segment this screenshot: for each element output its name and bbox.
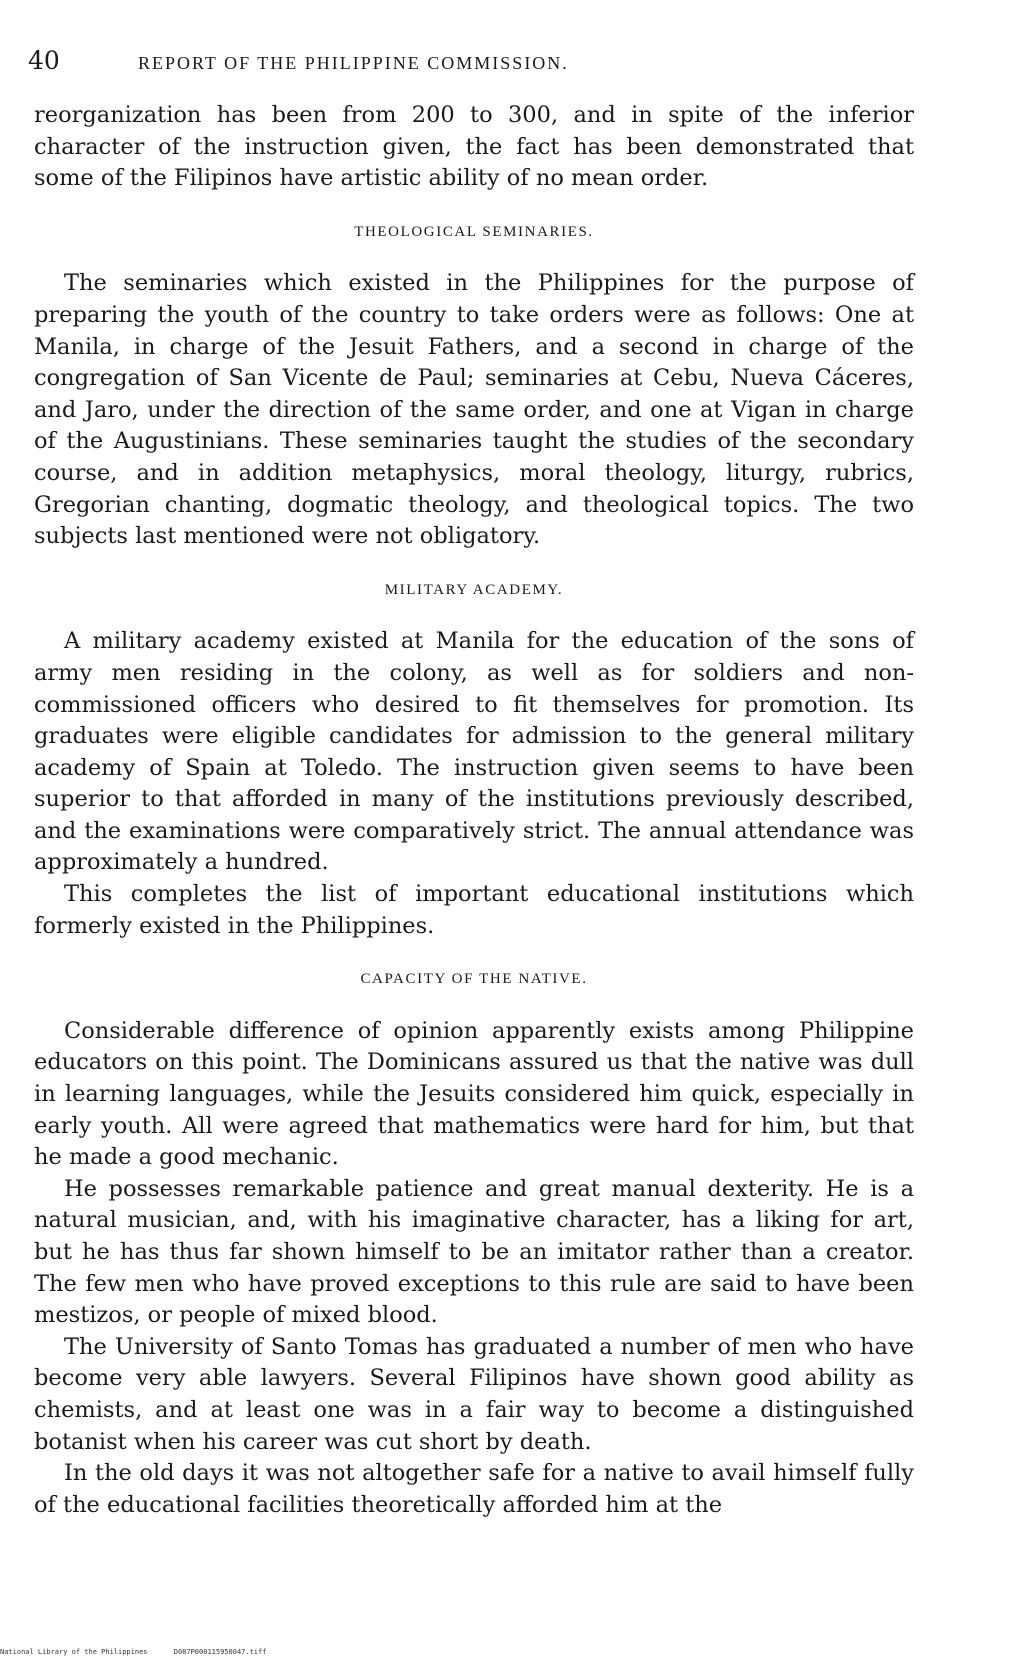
page-header <box>28 46 928 75</box>
paragraph: A military academy existed at Manila for the education of the sons of army men residing in the colony, as well as for soldiers and non-commissioned officers who desired to fit themselves for promotion. Its graduates were eligible candidates for admission to the general military academy of Spain at Toledo. The instruction given seems to have been superior to that afforded in many of the institutions previously described, and the examinations were comparatively strict. The annual attendance was approximately a hundred. <box>34 628 914 876</box>
paragraph: In the old days it was not altogether safe for a native to avail himself fully of the educational facilities theoretically afforded him at the <box>34 1460 914 1518</box>
paragraph: reorganization has been from 200 to 300, and in spite of the inferior character of the instruction given, the fact has been demonstrated that some of the Filipinos have artistic ability of no mean order. <box>34 102 914 192</box>
paragraph: Considerable difference of opinion apparently exists among Philippine educators on this point. The Dominicans assured us that the native was dull in learning languages, while the Jesuits considered him quick, especially in early youth. All were agreed that mathematics were hard for him, but that he made a good mechanic. <box>34 1017 914 1171</box>
paragraph: The University of Santo Tomas has graduated a number of men who have become very able lawyers. Several Filipinos have shown good ability as chemists, and at least one was in a fair way to become a distinguished botanist when his career was cut short by death. <box>34 1333 914 1455</box>
running-title: REPORT OF THE PHILIPPINE COMMISSION. <box>138 53 569 73</box>
library-credit: National Library of the Philippines <box>0 1648 148 1656</box>
paragraph: He possesses remarkable patience and great manual dexterity. He is a natural musician, and, with his imaginative character, has a liking for art, but he has thus far shown himself to be an imitator rather than a creator. The few men who have proved exceptions to this rule are said to have been mestizos, or people of mixed blood. <box>34 1175 914 1329</box>
file-id: D087P000115950047.tiff <box>173 1648 267 1656</box>
scan-footer <box>0 1648 288 1656</box>
body-text <box>34 100 914 1521</box>
section-heading: MILITARY ACADEMY. <box>384 581 564 598</box>
section-heading: CAPACITY OF THE NATIVE. <box>360 971 588 988</box>
page-number: 40 <box>28 46 60 75</box>
paragraph: This completes the list of important educational institutions which formerly existed in the Philippines. <box>34 881 914 939</box>
section-heading: THEOLOGICAL SEMINARIES. <box>354 223 594 240</box>
paragraph: The seminaries which existed in the Philippines for the purpose of preparing the youth of the country to take orders were as follows: One at Manila, in charge of the Jesuit Fathers, and a second in charge of the congregation of San Vicente de Paul; seminaries at Cebu, Nueva Cáceres, and Jaro, under the direction of the same order, and one at Vigan in charge of the Augustinians. These seminaries taught the studies of the secondary course, and in addition metaphysics, moral theology, liturgy, rubrics, Gregorian chanting, dogmatic theology, and theological topics. The two subjects last mentioned were not obligatory. <box>34 270 914 550</box>
